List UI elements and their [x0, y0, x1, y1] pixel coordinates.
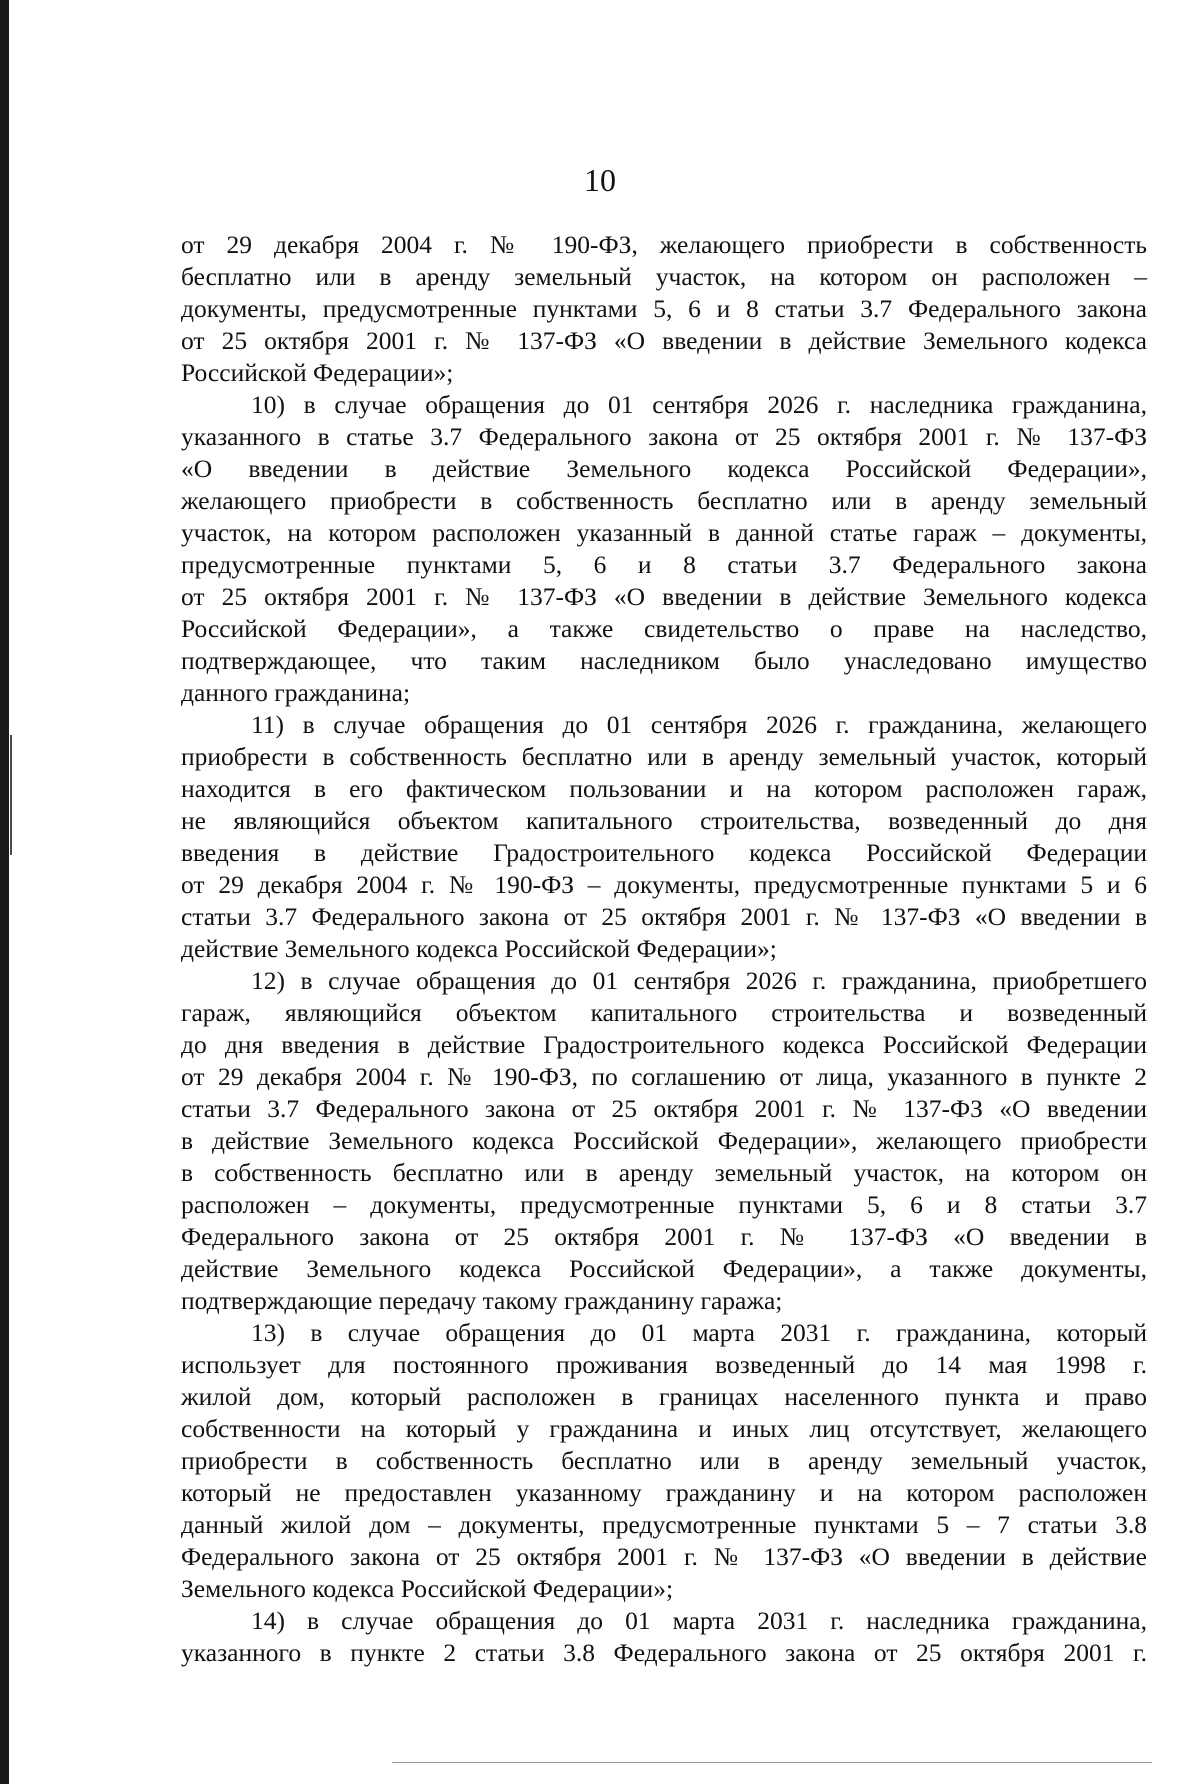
text-line: от 29 декабря 2004 г. № 190-ФЗ – документы, предусмотренные пунктами 5 и 6: [181, 870, 1147, 899]
paragraph-11-start: 11) в случае обращения до 01 сентября 2026 г. гражданина, желающего: [251, 710, 1147, 739]
text-line: который не предоставлен указанному гражданину и на котором расположен: [181, 1478, 1147, 1507]
text-line: от 25 октября 2001 г. № 137-ФЗ «О введении в действие Земельного кодекса: [181, 582, 1147, 611]
text-line: приобрести в собственность бесплатно или в аренду земельный участок,: [181, 1446, 1147, 1475]
text-line: предусмотренные пунктами 5, 6 и 8 статьи 3.7 Федерального закона: [181, 550, 1147, 579]
text-line: собственности на который у гражданина и иных лиц отсутствует, желающего: [181, 1414, 1147, 1443]
text-line: использует для постоянного проживания возведенный до 14 мая 1998 г.: [181, 1350, 1147, 1379]
text-line: действие Земельного кодекса Российской Федерации», а также документы,: [181, 1254, 1147, 1283]
paragraph-14-start: 14) в случае обращения до 01 марта 2031 г. наследника гражданина,: [251, 1606, 1147, 1635]
text-line: подтверждающее, что таким наследником было унаследовано имущество: [181, 646, 1147, 675]
document-body: [181, 229, 1147, 1669]
text-line: указанного в пункте 2 статьи 3.8 Федерального закона от 25 октября 2001 г.: [181, 1638, 1147, 1667]
text-line: в собственность бесплатно или в аренду земельный участок, на котором он: [181, 1158, 1147, 1187]
text-line: указанного в статье 3.7 Федерального закона от 25 октября 2001 г. № 137-ФЗ: [181, 422, 1147, 451]
text-line: подтверждающие передачу такому гражданину гаража;: [181, 1286, 783, 1315]
margin-mark: [10, 735, 12, 855]
text-line: жилой дом, который расположен в границах населенного пункта и право: [181, 1382, 1147, 1411]
text-line: данного гражданина;: [181, 678, 411, 707]
text-line: в действие Земельного кодекса Российской Федерации», желающего приобрести: [181, 1126, 1147, 1155]
text-line: находится в его фактическом пользовании и на котором расположен гараж,: [181, 774, 1147, 803]
text-line: приобрести в собственность бесплатно или в аренду земельный участок, который: [181, 742, 1147, 771]
text-line: не являющийся объектом капитального строительства, возведенный до дня: [181, 806, 1147, 835]
page-number: 10: [584, 162, 616, 198]
scan-edge-shadow: [0, 0, 9, 1784]
text-line: статьи 3.7 Федерального закона от 25 октября 2001 г. № 137-ФЗ «О введении в: [181, 902, 1147, 931]
text-line: от 25 октября 2001 г. № 137-ФЗ «О введении в действие Земельного кодекса: [181, 326, 1147, 355]
paragraph-13-start: 13) в случае обращения до 01 марта 2031 г. гражданина, который: [251, 1318, 1147, 1347]
text-line: Федерального закона от 25 октября 2001 г. № 137-ФЗ «О введении в: [181, 1222, 1147, 1251]
text-line: Российской Федерации», а также свидетельство о праве на наследство,: [181, 614, 1147, 643]
paragraph-12-start: 12) в случае обращения до 01 сентября 2026 г. гражданина, приобретшего: [251, 966, 1147, 995]
text-line: до дня введения в действие Градостроительного кодекса Российской Федерации: [181, 1030, 1147, 1059]
text-line: данный жилой дом – документы, предусмотренные пунктами 5 – 7 статьи 3.8: [181, 1510, 1147, 1539]
text-line: действие Земельного кодекса Российской Федерации»;: [181, 934, 777, 963]
text-line: «О введении в действие Земельного кодекса Российской Федерации»,: [181, 454, 1147, 483]
text-line: документы, предусмотренные пунктами 5, 6 и 8 статьи 3.7 Федерального закона: [181, 294, 1147, 323]
text-line: Федерального закона от 25 октября 2001 г. № 137-ФЗ «О введении в действие: [181, 1542, 1147, 1571]
text-line: введения в действие Градостроительного кодекса Российской Федерации: [181, 838, 1147, 867]
text-line: участок, на котором расположен указанный в данной статье гараж – документы,: [181, 518, 1147, 547]
paragraph-10-start: 10) в случае обращения до 01 сентября 2026 г. наследника гражданина,: [251, 390, 1147, 419]
text-line: статьи 3.7 Федерального закона от 25 октября 2001 г. № 137-ФЗ «О введении: [181, 1094, 1147, 1123]
text-line: Земельного кодекса Российской Федерации»;: [181, 1574, 674, 1603]
text-line: желающего приобрести в собственность бесплатно или в аренду земельный: [181, 486, 1147, 515]
text-line: гараж, являющийся объектом капитального строительства и возведенный: [181, 998, 1147, 1027]
footer-rule: [392, 1762, 1152, 1763]
text-line: Российской Федерации»;: [181, 358, 454, 387]
text-line: расположен – документы, предусмотренные пунктами 5, 6 и 8 статьи 3.7: [181, 1190, 1147, 1219]
text-line: от 29 декабря 2004 г. № 190-ФЗ, желающего приобрести в собственность: [181, 230, 1147, 259]
text-line: от 29 декабря 2004 г. № 190-ФЗ, по соглашению от лица, указанного в пункте 2: [181, 1062, 1147, 1091]
text-line: бесплатно или в аренду земельный участок, на котором он расположен –: [181, 262, 1147, 291]
